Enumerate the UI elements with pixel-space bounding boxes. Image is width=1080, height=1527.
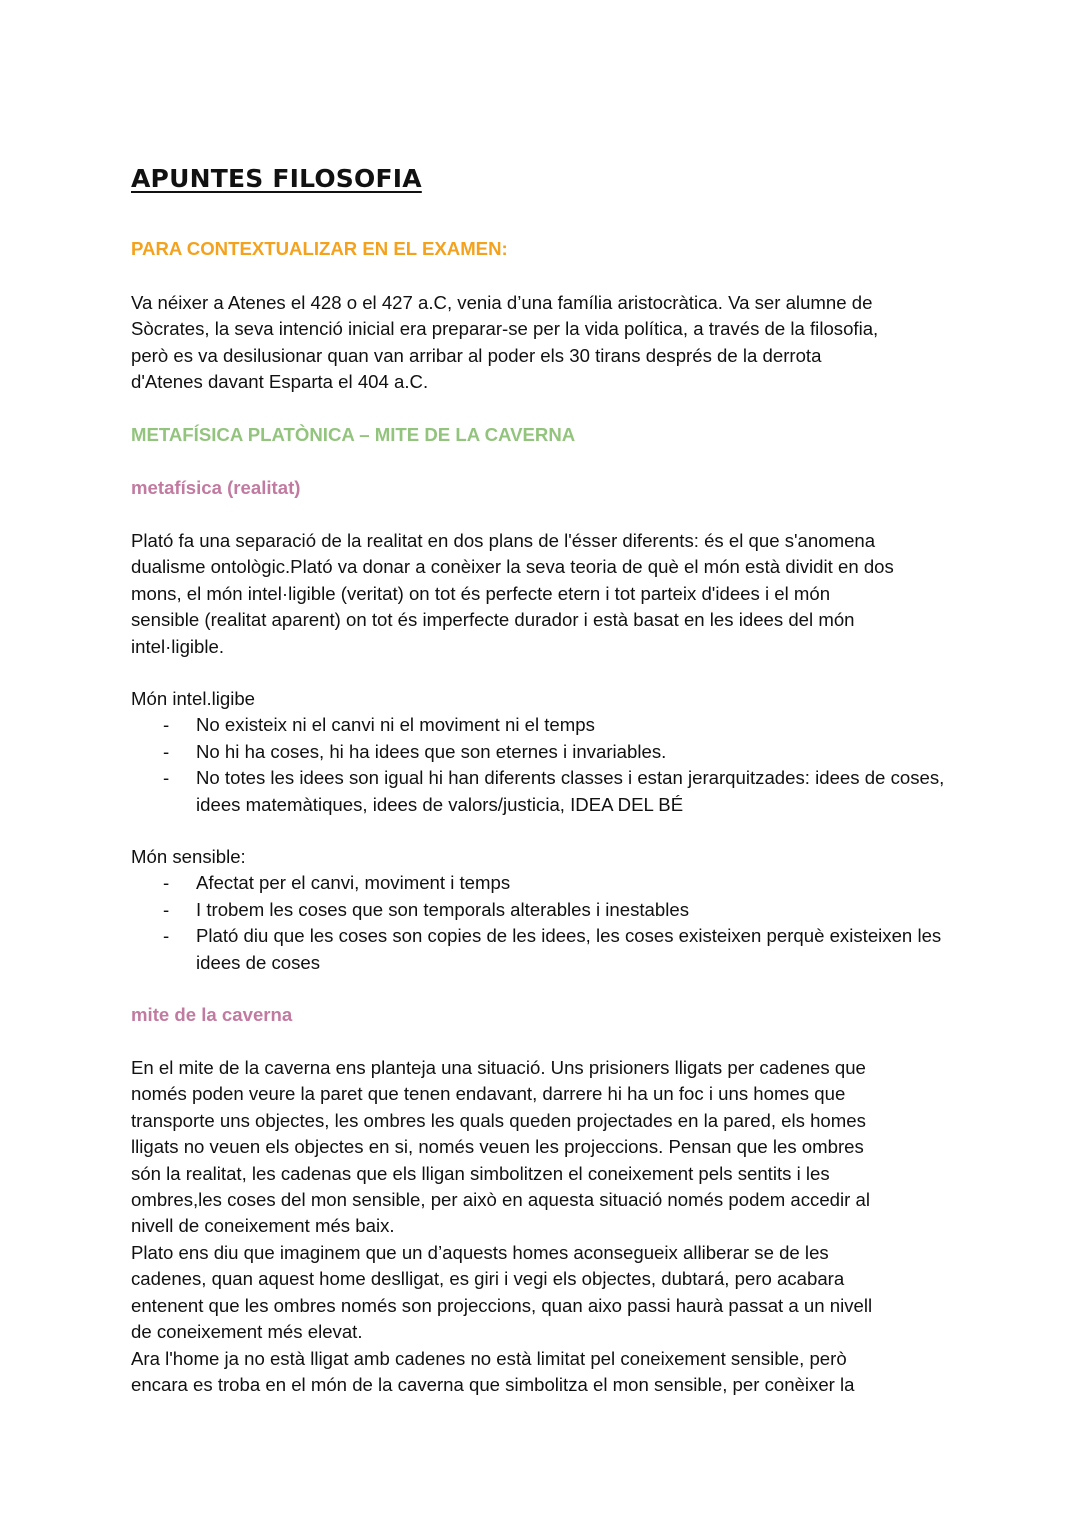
sensible-world-list	[131, 870, 961, 976]
list-item: - Plató diu que les coses son copies de les idees, les coses existeixen perquè existeixen les idees de coses	[131, 923, 961, 976]
intelligible-world-list	[131, 712, 961, 818]
sensible-world-section	[131, 844, 961, 976]
document-title: APUNTES FILOSOFIA	[131, 164, 422, 193]
context-paragraph: Va néixer a Atenes el 428 o el 427 a.C, venia d’una família aristocràtica. Va ser alumne de Sòcrates, la seva intenció inicial era preparar-se per la vida política, a través de la filosofia, però es va desilusionar quan van arribar al poder els 30 tirans després de la derrota d'Atenes davant Esparta el 404 a.C.	[131, 292, 879, 393]
metaphysics-heading: METAFÍSICA PLATÒNICA – MITE DE LA CAVERNA	[131, 424, 576, 445]
cave-paragraph-2: Plato ens diu que imaginem que un d’aquests homes aconsegueix alliberar se de les cadenes, quan aquest home deslligat, es giri i vegi els objectes, dubtará, pero acabara entenent que les ombres només son projeccions, quan aixo passi haurà passat a un nivell de coneixement més elevat.	[131, 1242, 873, 1343]
list-item: - I trobem les coses que son temporals alterables i inestables	[131, 897, 961, 923]
intelligible-world-label: Món intel.ligibe	[131, 688, 256, 709]
cave-paragraph-1: En el mite de la caverna ens planteja una situació. Uns prisioners lligats per cadenes que només poden veure la paret que tenen endavant, darrere hi ha un foc i uns homes que transporte uns objectes, les ombres les quals queden projectades en la pared, els homes lligats no veuen els objectes en si, només veuen les projeccions. Pensan que les ombres són la realitat, les cadenas que els lligan simbolitzen el coneixement pels sentits i les ombres,les coses del mon sensible, per això en aquesta situació només podem accedir al nivell de coneixement més baix.	[131, 1057, 870, 1237]
reality-paragraph: Plató fa una separació de la realitat en dos plans de l'ésser diferents: és el que s'anomena dualisme ontològic.Plató va donar a conèixer la seva teoria de què el món està dividit en dos mons, el món intel·ligible (veritat) on tot és perfecte etern i tot parteix d'idees i el món sensible (realitat aparent) on tot és imperfecte durador i està basat en les idees del món intel·ligible.	[131, 530, 894, 657]
intelligible-world-section	[131, 686, 961, 818]
list-item: - No existeix ni el canvi ni el moviment ni el temps	[131, 712, 961, 738]
cave-paragraph-3: Ara l'home ja no està lligat amb cadenes no està limitat pel coneixement sensible, però encara es troba en el món de la caverna que simbolitza el mon sensible, per conèixer la	[131, 1348, 855, 1396]
list-item: - No totes les idees son igual hi han diferents classes i estan jerarquitzades: idees de coses, idees matemàtiques, idees de valors/justicia, IDEA DEL BÉ	[131, 765, 961, 818]
cave-subheading: mite de la caverna	[131, 1004, 293, 1025]
sensible-world-label: Món sensible:	[131, 846, 246, 867]
list-item: - Afectat per el canvi, moviment i temps	[131, 870, 961, 896]
reality-subheading: metafísica (realitat)	[131, 477, 301, 498]
context-heading: PARA CONTEXTUALIZAR EN EL EXAMEN:	[131, 238, 508, 259]
list-item: - No hi ha coses, hi ha idees que son eternes i invariables.	[131, 739, 961, 765]
